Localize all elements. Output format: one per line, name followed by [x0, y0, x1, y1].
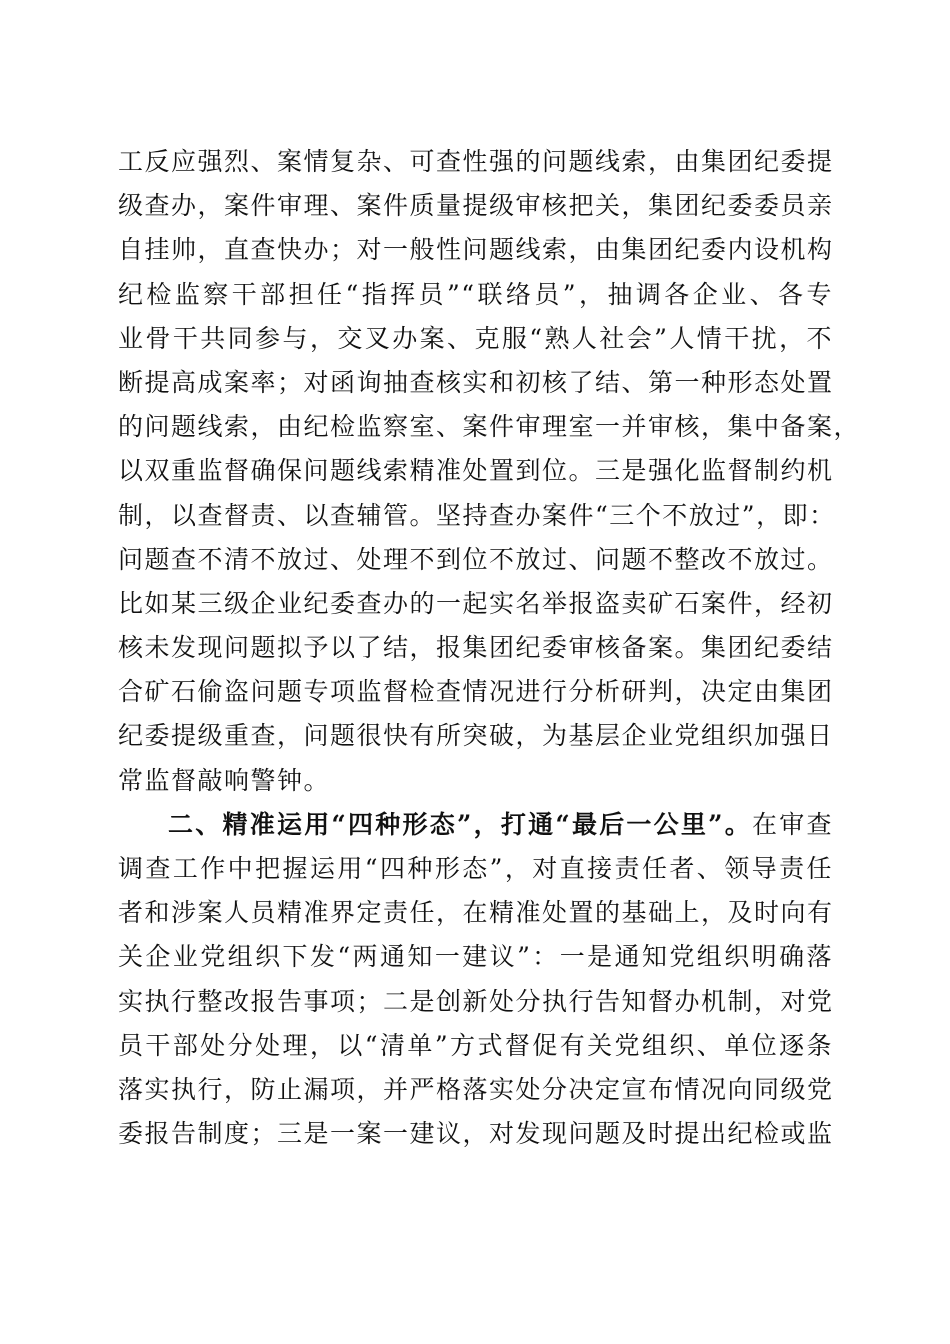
text-line: 级查办，案件审理、案件质量提级审核把关，集团纪委委员亲: [118, 191, 834, 221]
paragraph-2: [118, 803, 833, 1157]
paragraph-1: [118, 140, 861, 803]
text-line: 的问题线索，由纪检监察室、案件审理室一并审核，集中备案，: [118, 412, 861, 442]
paragraph-2-first-line: [118, 803, 833, 847]
text-line: 纪委提级重查，问题很快有所突破，为基层企业党组织加强日: [118, 721, 834, 751]
text-line: 员干部处分处理，以“清单”方式督促有关党组织、单位逐条: [118, 1030, 833, 1060]
document-body: [118, 140, 861, 1156]
text-line: 以双重监督确保问题线索精准处置到位。三是强化监督制约机: [118, 456, 834, 486]
text-line: 核未发现问题拟予以了结，报集团纪委审核备案。集团纪委结: [118, 633, 834, 663]
text-line: 常监督敲响警钟。: [118, 765, 331, 795]
text-line: 调查工作中把握运用“四种形态”，对直接责任者、领导责任: [118, 854, 833, 883]
text-line: 纪检监察干部担任“指挥员”“联络员”，抽调各企业、各专: [118, 279, 833, 309]
text-line: 落实执行，防止漏项，并严格落实处分决定宣布情况向同级党: [118, 1074, 834, 1104]
text-line: 问题查不清不放过、处理不到位不放过、问题不整改不放过。: [118, 544, 834, 574]
text-line: 合矿石偷盗问题专项监督检查情况进行分析研判，决定由集团: [118, 677, 834, 707]
text-line: 关企业党组织下发“两通知一建议”：一是通知党组织明确落: [118, 942, 833, 972]
text-line: 断提高成案率；对函询抽查核实和初核了结、第一种形态处置: [118, 367, 834, 397]
section-heading: 二、精准运用“四种形态”，打通“最后一公里”。: [168, 809, 752, 839]
text-line: 工反应强烈、案情复杂、可查性强的问题线索，由集团纪委提: [118, 147, 834, 176]
text-line: 自挂帅，直查快办；对一般性问题线索，由集团纪委内设机构: [118, 235, 834, 265]
text-line: 制，以查督责、以查辅管。坚持查办案件“三个不放过”，即：: [118, 500, 836, 530]
text-line: 比如某三级企业纪委查办的一起实名举报盗卖矿石案件，经初: [118, 588, 834, 618]
text-line: 委报告制度；三是一案一建议，对发现问题及时提出纪检或监: [118, 1119, 834, 1149]
text-line: 实执行整改报告事项；二是创新处分执行告知督办机制，对党: [118, 986, 834, 1016]
text-line: 业骨干共同参与，交叉办案、克服“熟人社会”人情干扰，不: [118, 323, 833, 353]
text-line: 者和涉案人员精准界定责任，在精准处置的基础上，及时向有: [118, 898, 834, 928]
heading-line-continuation: 在审查: [752, 809, 833, 839]
